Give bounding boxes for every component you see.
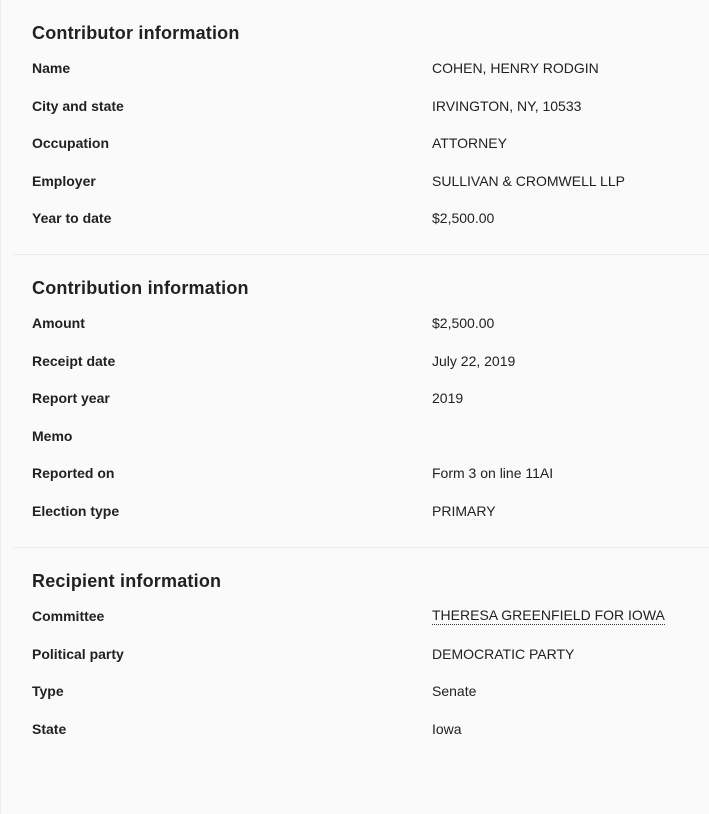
recipient-committee-row (1, 606, 709, 626)
recipient-state-row (1, 719, 709, 739)
recipient-committee-label: Committee (32, 608, 105, 624)
recipient-type-row (1, 681, 709, 701)
contribution-report-year-row (1, 388, 709, 408)
contribution-reported-on-label: Reported on (32, 465, 115, 481)
contribution-receipt-date-label: Receipt date (32, 353, 116, 369)
contribution-memo-row (1, 426, 709, 446)
recipient-party-row (1, 644, 709, 664)
contributor-employer-label: Employer (32, 173, 96, 189)
section-divider (13, 547, 709, 548)
contribution-election-type-row (1, 501, 709, 521)
contributor-employer-value: SULLIVAN & CROMWELL LLP (432, 173, 625, 189)
contribution-amount-value: $2,500.00 (432, 315, 495, 331)
recipient-party-label: Political party (32, 646, 124, 662)
contributor-section-title: Contributor information (32, 23, 240, 43)
recipient-section-title: Recipient information (32, 571, 222, 591)
contributor-name-label: Name (32, 60, 71, 76)
contributor-city-state-label: City and state (32, 98, 124, 114)
contributor-name-row (1, 58, 709, 78)
contributor-name-value: COHEN, HENRY RODGIN (432, 60, 599, 76)
contribution-amount-label: Amount (32, 315, 85, 331)
recipient-type-value: Senate (432, 683, 477, 699)
contributor-ytd-value: $2,500.00 (432, 210, 495, 226)
contribution-amount-row (1, 313, 709, 333)
section-divider (13, 254, 709, 255)
contributor-employer-row (1, 171, 709, 191)
contributor-occupation-label: Occupation (32, 135, 110, 151)
contribution-report-year-label: Report year (32, 390, 110, 406)
contribution-report-year-value: 2019 (432, 390, 464, 406)
recipient-type-label: Type (32, 683, 64, 699)
contributor-ytd-row (1, 208, 709, 228)
contribution-election-type-value: PRIMARY (432, 503, 496, 519)
contributor-occupation-value: ATTORNEY (432, 135, 507, 151)
recipient-party-value: DEMOCRATIC PARTY (432, 646, 575, 662)
recipient-committee-link[interactable]: THERESA GREENFIELD FOR IOWA (432, 607, 665, 623)
contribution-receipt-date-value: July 22, 2019 (432, 353, 516, 369)
contribution-reported-on-row (1, 463, 709, 483)
contribution-section-title: Contribution information (32, 278, 249, 298)
contributor-ytd-label: Year to date (32, 210, 112, 226)
contribution-receipt-date-row (1, 351, 709, 371)
recipient-state-label: State (32, 721, 67, 737)
contributor-occupation-row (1, 133, 709, 153)
contributor-city-state-value: IRVINGTON, NY, 10533 (432, 98, 582, 114)
contributor-city-state-row (1, 96, 709, 116)
contribution-reported-on-value: Form 3 on line 11AI (432, 465, 554, 481)
contribution-election-type-label: Election type (32, 503, 120, 519)
contribution-memo-label: Memo (32, 428, 73, 444)
recipient-state-value: Iowa (432, 721, 462, 737)
